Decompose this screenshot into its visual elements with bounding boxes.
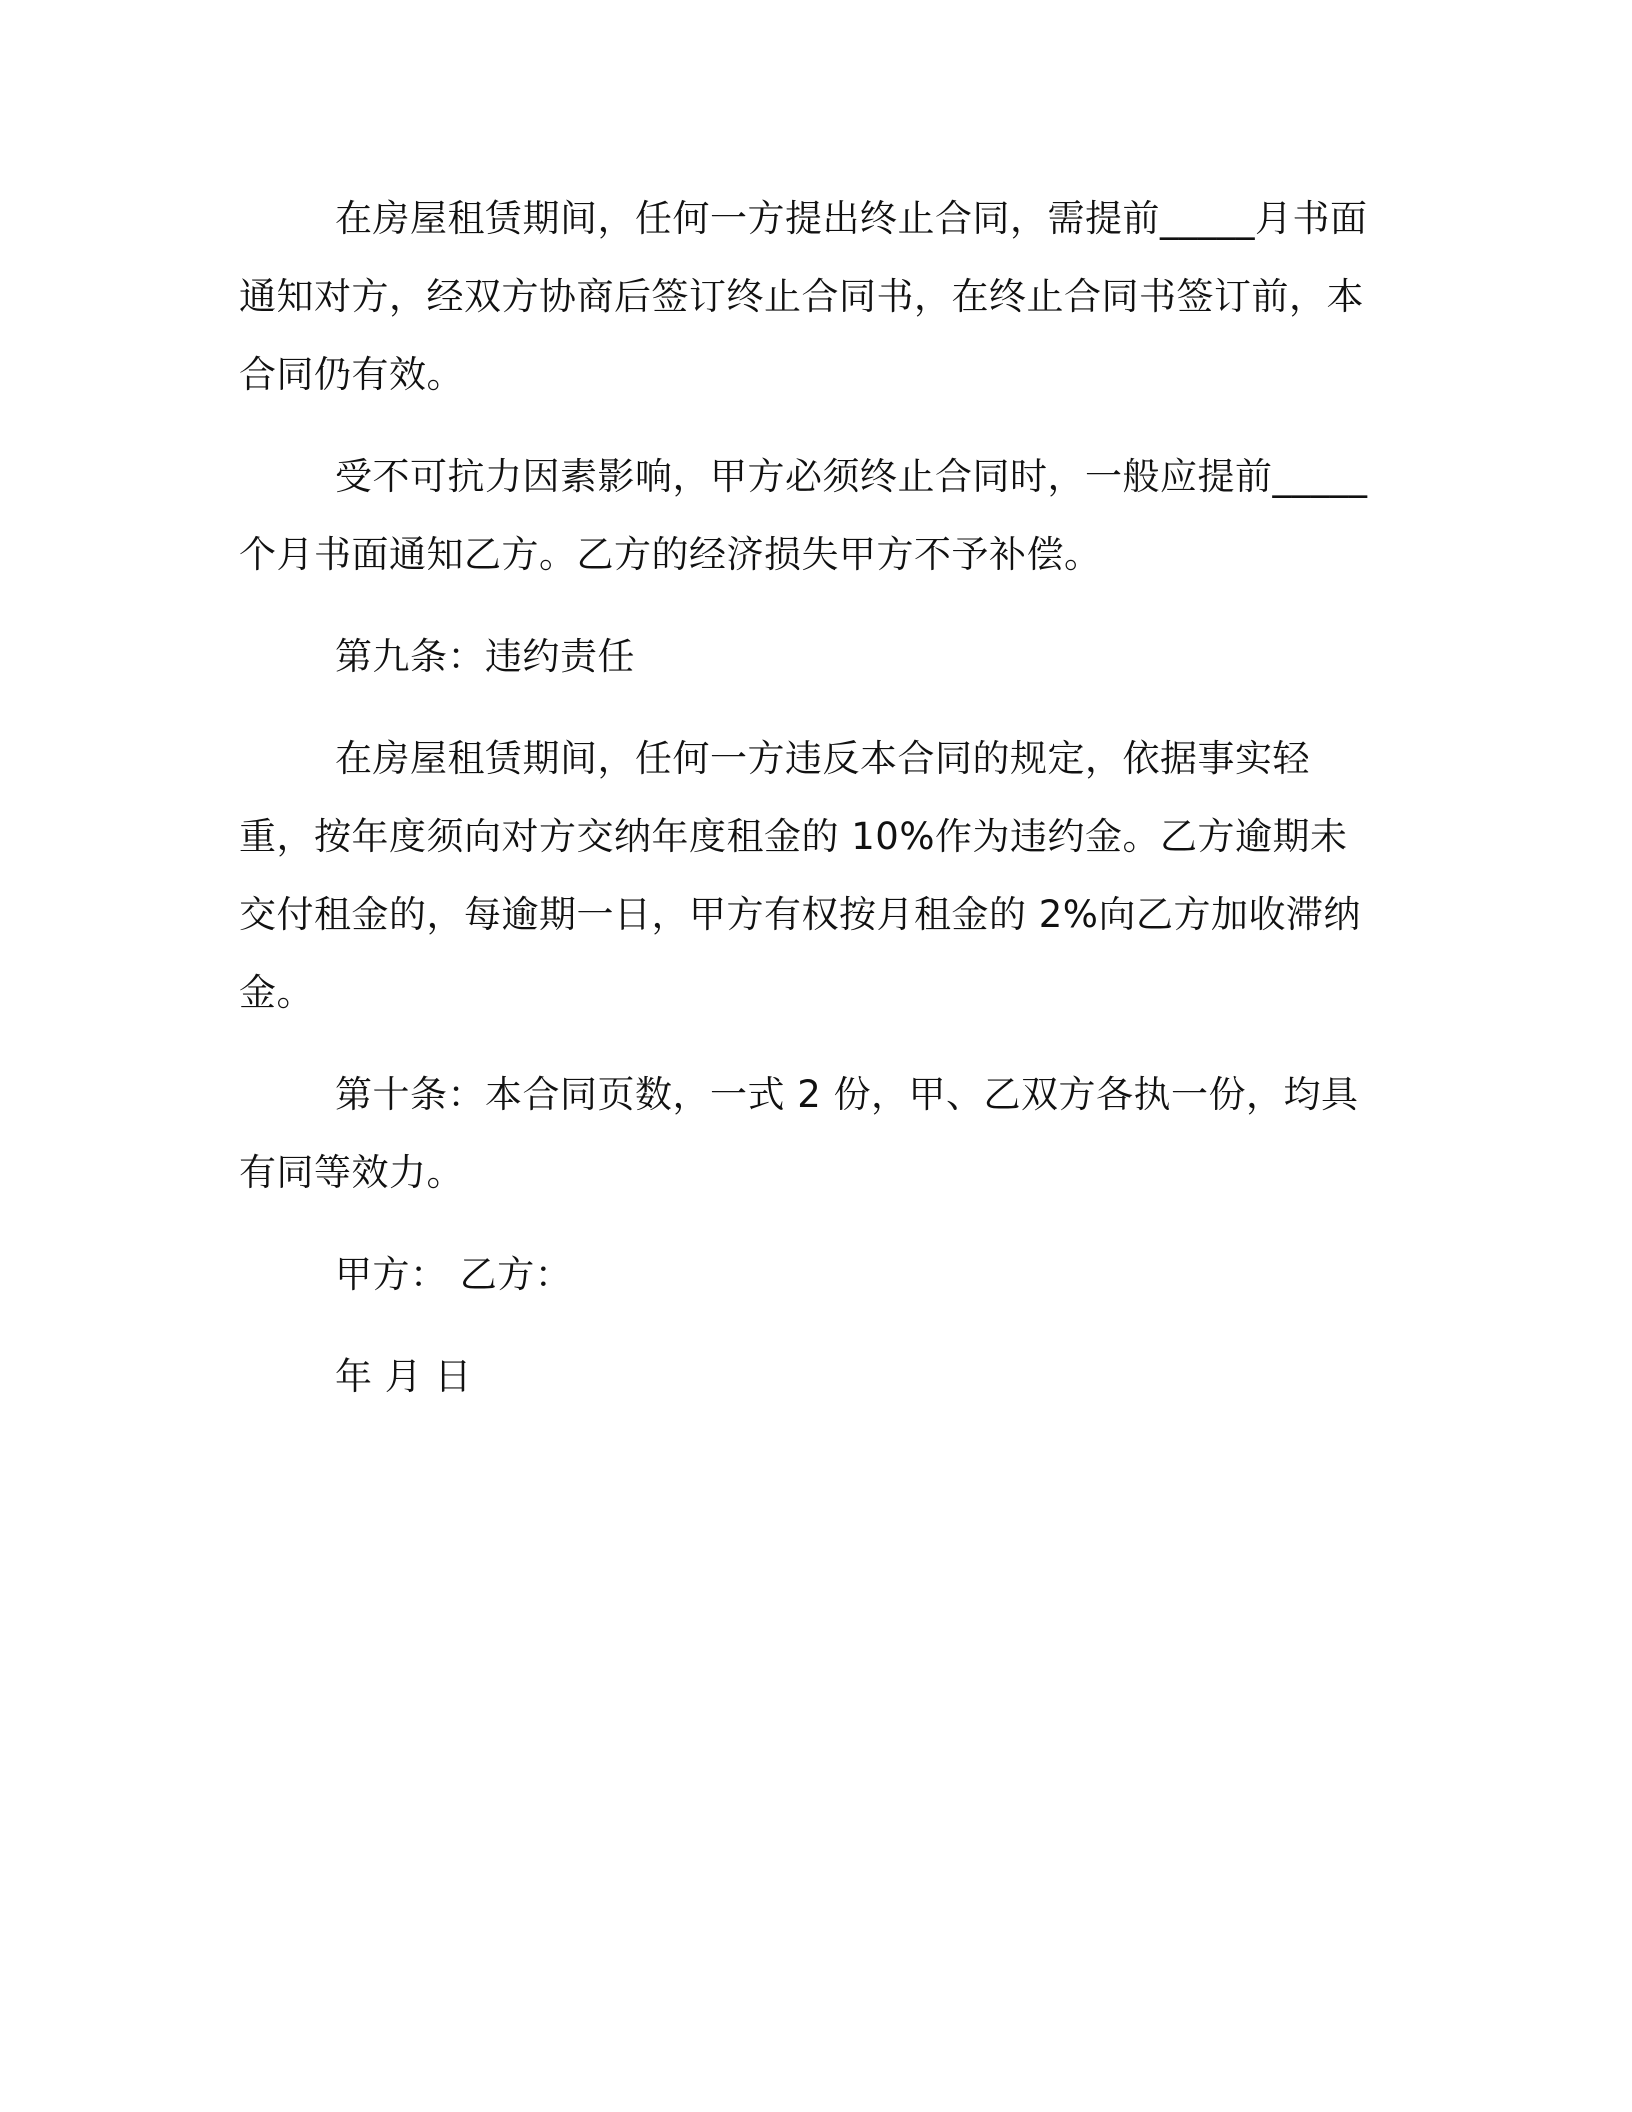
paragraph-breach-liability: 在房屋租赁期间，任何一方违反本合同的规定，依据事实轻重，按年度须向对方交纳年度租金的 10%作为违约金。乙方逾期未交付租金的，每逾期一日，甲方有权按月租金的 2%向乙方加收滞纳金。 (239, 737, 1361, 1014)
signature-parties-line: 甲方： 乙方： (335, 1253, 573, 1296)
document-body (239, 180, 1379, 1440)
article-ten-copies: 第十条：本合同页数，一式 2 份，甲、乙双方各执一份，均具有同等效力。 (239, 1073, 1359, 1194)
paragraph-termination-notice: 在房屋租赁期间，任何一方提出终止合同，需提前_____月书面通知对方，经双方协商后签订终止合同书，在终止合同书签订前，本合同仍有效。 (239, 197, 1368, 396)
article-nine-heading: 第九条：违约责任 (335, 635, 635, 678)
date-line: 年 月 日 (335, 1355, 473, 1398)
paragraph-force-majeure: 受不可抗力因素影响，甲方必须终止合同时，一般应提前_____个月书面通知乙方。乙方的经济损失甲方不予补偿。 (239, 455, 1368, 576)
